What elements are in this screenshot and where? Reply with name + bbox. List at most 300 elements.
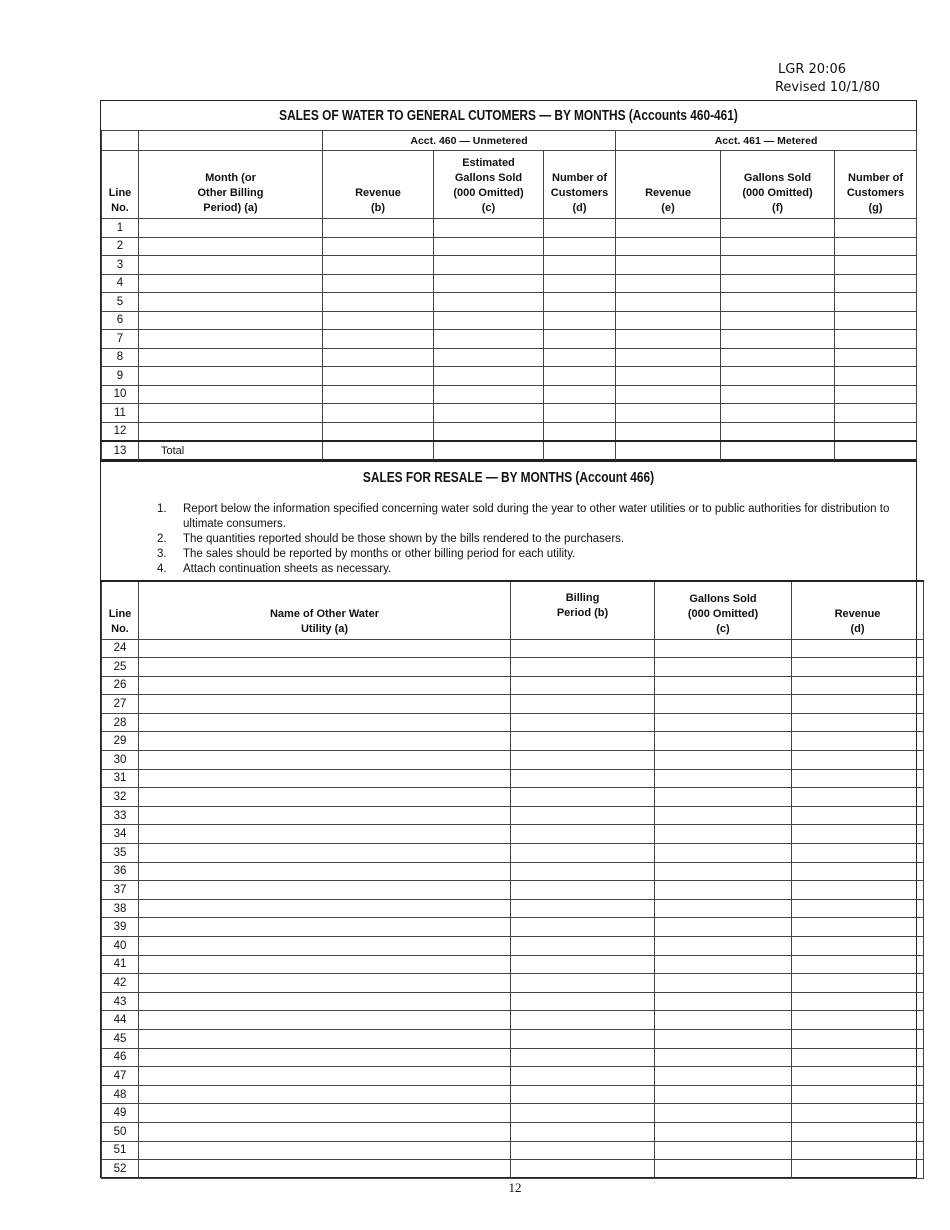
- entry-cell[interactable]: [544, 219, 616, 238]
- entry-cell[interactable]: [139, 658, 511, 677]
- entry-cell[interactable]: [616, 311, 721, 330]
- entry-cell[interactable]: [616, 219, 721, 238]
- entry-cell[interactable]: [139, 1104, 511, 1123]
- entry-cell[interactable]: [139, 732, 511, 751]
- entry-cell[interactable]: [616, 348, 721, 367]
- line-number: 42: [102, 974, 139, 993]
- entry-cell[interactable]: [139, 348, 323, 367]
- entry-cell[interactable]: [792, 881, 924, 900]
- entry-cell[interactable]: [721, 422, 835, 441]
- entry-cell[interactable]: [511, 825, 655, 844]
- entry-cell[interactable]: [544, 293, 616, 312]
- entry-cell[interactable]: [655, 1048, 792, 1067]
- entry-cell[interactable]: [721, 330, 835, 349]
- group-unmetered: Acct. 460 — Unmetered: [323, 131, 616, 151]
- table-row: [102, 732, 924, 751]
- entry-cell[interactable]: [511, 806, 655, 825]
- entry-cell[interactable]: [544, 237, 616, 256]
- entry-cell[interactable]: [655, 732, 792, 751]
- entry-cell[interactable]: [655, 639, 792, 658]
- entry-cell[interactable]: [434, 348, 544, 367]
- entry-cell[interactable]: [792, 658, 924, 677]
- entry-cell[interactable]: [511, 695, 655, 714]
- table-row: [102, 899, 924, 918]
- entry-cell[interactable]: [139, 713, 511, 732]
- line-number: 5: [102, 293, 139, 312]
- entry-cell[interactable]: [434, 385, 544, 404]
- entry-cell[interactable]: [434, 330, 544, 349]
- entry-cell[interactable]: [655, 1122, 792, 1141]
- entry-cell[interactable]: [792, 1104, 924, 1123]
- entry-cell[interactable]: [721, 293, 835, 312]
- line-number: 28: [102, 713, 139, 732]
- instruction-item: 2. The quantities reported should be those shown by the bills rendered to the purchasers.: [157, 533, 625, 545]
- entry-cell[interactable]: [323, 256, 434, 275]
- table-row: [102, 1048, 924, 1067]
- entry-cell[interactable]: [792, 751, 924, 770]
- line-number: 6: [102, 311, 139, 330]
- line-number: 8: [102, 348, 139, 367]
- entry-cell[interactable]: [655, 937, 792, 956]
- entry-cell[interactable]: [511, 1160, 655, 1179]
- entry-cell[interactable]: [792, 1048, 924, 1067]
- table-row: [102, 713, 924, 732]
- entry-cell[interactable]: [511, 862, 655, 881]
- entry-cell[interactable]: [835, 348, 917, 367]
- entry-cell[interactable]: [139, 974, 511, 993]
- entry-cell[interactable]: [655, 862, 792, 881]
- entry-cell[interactable]: [511, 1122, 655, 1141]
- line-number: 45: [102, 1029, 139, 1048]
- entry-cell[interactable]: [655, 1104, 792, 1123]
- line-number: 7: [102, 330, 139, 349]
- entry-cell[interactable]: [434, 367, 544, 386]
- entry-cell[interactable]: [139, 1141, 511, 1160]
- col-gallons-f: Gallons Sold (000 Omitted) (f): [721, 151, 835, 219]
- entry-cell[interactable]: [434, 422, 544, 441]
- entry-cell[interactable]: [616, 441, 721, 460]
- entry-cell[interactable]: [835, 385, 917, 404]
- table-row: [102, 992, 924, 1011]
- entry-cell[interactable]: [139, 367, 323, 386]
- line-number: 37: [102, 881, 139, 900]
- entry-cell[interactable]: [434, 237, 544, 256]
- line-number: 41: [102, 955, 139, 974]
- line-number: 44: [102, 1011, 139, 1030]
- line-number: 46: [102, 1048, 139, 1067]
- entry-cell[interactable]: [616, 367, 721, 386]
- entry-cell[interactable]: [655, 955, 792, 974]
- table-row: [102, 937, 924, 956]
- entry-cell[interactable]: [544, 330, 616, 349]
- entry-cell[interactable]: [544, 422, 616, 441]
- entry-cell[interactable]: [835, 367, 917, 386]
- entry-cell[interactable]: [616, 404, 721, 423]
- entry-cell[interactable]: [139, 422, 323, 441]
- resale-section: [100, 460, 917, 1178]
- table-row: [102, 237, 917, 256]
- table-row: [102, 293, 917, 312]
- line-number: 4: [102, 274, 139, 293]
- table-row: [102, 844, 924, 863]
- entry-cell[interactable]: [323, 330, 434, 349]
- group-metered: Acct. 461 — Metered: [616, 131, 917, 151]
- entry-cell[interactable]: [835, 256, 917, 275]
- entry-cell[interactable]: [323, 348, 434, 367]
- entry-cell[interactable]: [655, 751, 792, 770]
- entry-cell[interactable]: [792, 1029, 924, 1048]
- line-number: 34: [102, 825, 139, 844]
- entry-cell[interactable]: [655, 881, 792, 900]
- entry-cell[interactable]: [792, 844, 924, 863]
- entry-cell[interactable]: [511, 955, 655, 974]
- entry-cell[interactable]: [792, 639, 924, 658]
- line-number: 38: [102, 899, 139, 918]
- entry-cell[interactable]: [323, 274, 434, 293]
- line-number: 2: [102, 237, 139, 256]
- entry-cell[interactable]: [655, 658, 792, 677]
- entry-cell[interactable]: [721, 385, 835, 404]
- line-number: 43: [102, 992, 139, 1011]
- table-row: [102, 256, 917, 275]
- entry-cell[interactable]: [434, 219, 544, 238]
- revised-date: Revised 10/1/80: [774, 80, 880, 95]
- entry-cell[interactable]: [792, 1141, 924, 1160]
- line-number: 9: [102, 367, 139, 386]
- entry-cell[interactable]: [511, 639, 655, 658]
- entry-cell[interactable]: [792, 1011, 924, 1030]
- entry-cell[interactable]: [792, 974, 924, 993]
- table-row: [102, 219, 917, 238]
- entry-cell[interactable]: [511, 713, 655, 732]
- entry-cell[interactable]: [655, 1067, 792, 1086]
- entry-cell[interactable]: [139, 219, 323, 238]
- entry-cell[interactable]: [139, 1011, 511, 1030]
- entry-cell[interactable]: [655, 899, 792, 918]
- entry-cell[interactable]: [655, 992, 792, 1011]
- table-row: [102, 441, 917, 460]
- entry-cell[interactable]: [139, 788, 511, 807]
- entry-cell[interactable]: [139, 881, 511, 900]
- entry-cell[interactable]: [655, 676, 792, 695]
- entry-cell[interactable]: [139, 844, 511, 863]
- entry-cell[interactable]: [511, 769, 655, 788]
- line-number: 3: [102, 256, 139, 275]
- entry-cell[interactable]: [655, 695, 792, 714]
- entry-cell[interactable]: [139, 1160, 511, 1179]
- col-line-no: Line No.: [102, 151, 139, 219]
- entry-cell[interactable]: [139, 937, 511, 956]
- entry-cell[interactable]: [139, 404, 323, 423]
- line-number: 29: [102, 732, 139, 751]
- entry-cell[interactable]: [655, 974, 792, 993]
- table-row: [102, 806, 924, 825]
- entry-cell[interactable]: [511, 899, 655, 918]
- instructions: [157, 502, 897, 577]
- general-sales-table: [101, 130, 917, 461]
- line-number: 48: [102, 1085, 139, 1104]
- entry-cell[interactable]: [139, 639, 511, 658]
- line-number: 25: [102, 658, 139, 677]
- entry-cell[interactable]: [721, 274, 835, 293]
- entry-cell[interactable]: [835, 219, 917, 238]
- table-row: [102, 1067, 924, 1086]
- general-sales-section: [100, 100, 917, 460]
- entry-cell[interactable]: [792, 769, 924, 788]
- entry-cell[interactable]: [655, 1160, 792, 1179]
- entry-cell[interactable]: [792, 918, 924, 937]
- entry-cell[interactable]: [792, 955, 924, 974]
- entry-cell[interactable]: [511, 1067, 655, 1086]
- entry-cell[interactable]: [323, 219, 434, 238]
- entry-cell[interactable]: [792, 695, 924, 714]
- table-row: [102, 330, 917, 349]
- col-gallons-sold: Gallons Sold (000 Omitted) (c): [655, 581, 792, 639]
- entry-cell[interactable]: [511, 1085, 655, 1104]
- entry-cell[interactable]: [616, 237, 721, 256]
- col-customers-g: Number of Customers (g): [835, 151, 917, 219]
- entry-cell[interactable]: [835, 311, 917, 330]
- entry-cell[interactable]: [792, 1160, 924, 1179]
- entry-cell[interactable]: [434, 274, 544, 293]
- entry-cell[interactable]: [655, 1029, 792, 1048]
- table-row: [102, 658, 924, 677]
- entry-cell[interactable]: [139, 274, 323, 293]
- col-line-no-2: Line No.: [102, 581, 139, 639]
- entry-cell[interactable]: [792, 676, 924, 695]
- entry-cell[interactable]: [511, 658, 655, 677]
- entry-cell[interactable]: [721, 219, 835, 238]
- col-est-gallons-c: Estimated Gallons Sold (000 Omitted) (c): [434, 151, 544, 219]
- entry-cell[interactable]: [511, 992, 655, 1011]
- entry-cell[interactable]: [792, 1067, 924, 1086]
- table-row: [102, 769, 924, 788]
- entry-cell[interactable]: [139, 862, 511, 881]
- entry-cell[interactable]: [323, 422, 434, 441]
- entry-cell[interactable]: [544, 256, 616, 275]
- entry-cell[interactable]: [792, 899, 924, 918]
- line-number: 52: [102, 1160, 139, 1179]
- entry-cell[interactable]: [835, 422, 917, 441]
- entry-cell[interactable]: [655, 825, 792, 844]
- entry-cell[interactable]: [139, 806, 511, 825]
- line-number: 1: [102, 219, 139, 238]
- table-row: [102, 1141, 924, 1160]
- entry-cell[interactable]: [323, 311, 434, 330]
- entry-cell[interactable]: [835, 404, 917, 423]
- table-row: [102, 311, 917, 330]
- entry-cell[interactable]: [792, 862, 924, 881]
- entry-cell[interactable]: [323, 293, 434, 312]
- col-revenue-b: Revenue (b): [323, 151, 434, 219]
- entry-cell[interactable]: [835, 274, 917, 293]
- entry-cell[interactable]: [139, 1067, 511, 1086]
- entry-cell[interactable]: [544, 385, 616, 404]
- entry-cell[interactable]: [544, 367, 616, 386]
- line-number: 39: [102, 918, 139, 937]
- entry-cell[interactable]: [511, 1048, 655, 1067]
- table-row: [102, 862, 924, 881]
- entry-cell[interactable]: [323, 385, 434, 404]
- entry-cell[interactable]: [511, 937, 655, 956]
- entry-cell[interactable]: [139, 385, 323, 404]
- entry-cell[interactable]: [835, 441, 917, 460]
- entry-cell[interactable]: [511, 732, 655, 751]
- entry-cell[interactable]: [721, 348, 835, 367]
- entry-cell[interactable]: [792, 1085, 924, 1104]
- form-code: LGR 20:06: [778, 62, 846, 77]
- entry-cell[interactable]: [139, 899, 511, 918]
- entry-cell[interactable]: [511, 1011, 655, 1030]
- entry-cell[interactable]: [323, 441, 434, 460]
- entry-cell[interactable]: [139, 825, 511, 844]
- entry-cell[interactable]: [616, 274, 721, 293]
- entry-cell[interactable]: [655, 1141, 792, 1160]
- line-number: 10: [102, 385, 139, 404]
- entry-cell[interactable]: [721, 256, 835, 275]
- entry-cell[interactable]: [616, 256, 721, 275]
- table-row: [102, 422, 917, 441]
- table-row: [102, 751, 924, 770]
- entry-cell[interactable]: [792, 806, 924, 825]
- entry-cell[interactable]: [792, 788, 924, 807]
- line-number: 13: [102, 441, 139, 460]
- entry-cell[interactable]: [511, 1141, 655, 1160]
- entry-cell[interactable]: [511, 676, 655, 695]
- table-row: [102, 274, 917, 293]
- entry-cell[interactable]: [655, 713, 792, 732]
- entry-cell[interactable]: [655, 1085, 792, 1104]
- entry-cell[interactable]: [511, 918, 655, 937]
- table-row: [102, 1160, 924, 1179]
- entry-cell[interactable]: [721, 367, 835, 386]
- table-row: [102, 676, 924, 695]
- entry-cell[interactable]: [721, 404, 835, 423]
- line-number: 47: [102, 1067, 139, 1086]
- line-number: 24: [102, 639, 139, 658]
- entry-cell[interactable]: [434, 441, 544, 460]
- entry-cell[interactable]: [139, 237, 323, 256]
- table-row: [102, 348, 917, 367]
- instruction-item: 3. The sales should be reported by months or other billing period for each utility.: [157, 548, 576, 560]
- entry-cell[interactable]: [655, 788, 792, 807]
- entry-cell[interactable]: [792, 1122, 924, 1141]
- entry-cell[interactable]: [434, 256, 544, 275]
- entry-cell[interactable]: [616, 422, 721, 441]
- line-number: 40: [102, 937, 139, 956]
- entry-cell[interactable]: [323, 237, 434, 256]
- entry-cell[interactable]: [544, 404, 616, 423]
- line-number: 35: [102, 844, 139, 863]
- line-number: 49: [102, 1104, 139, 1123]
- entry-cell[interactable]: [139, 1029, 511, 1048]
- entry-cell[interactable]: [544, 274, 616, 293]
- entry-cell[interactable]: [139, 311, 323, 330]
- entry-cell[interactable]: [139, 1085, 511, 1104]
- entry-cell[interactable]: [323, 367, 434, 386]
- entry-cell[interactable]: [616, 330, 721, 349]
- entry-cell[interactable]: [616, 293, 721, 312]
- entry-cell[interactable]: [792, 825, 924, 844]
- table-row: [102, 825, 924, 844]
- entry-cell[interactable]: [835, 293, 917, 312]
- entry-cell[interactable]: [655, 844, 792, 863]
- entry-cell[interactable]: [511, 844, 655, 863]
- entry-cell[interactable]: [721, 237, 835, 256]
- table-row: [102, 881, 924, 900]
- col-revenue-e: Revenue (e): [616, 151, 721, 219]
- line-number: 11: [102, 404, 139, 423]
- entry-cell[interactable]: [792, 732, 924, 751]
- col-billing-period: Billing Period (b): [511, 581, 655, 639]
- entry-cell[interactable]: [721, 441, 835, 460]
- entry-cell[interactable]: [139, 676, 511, 695]
- entry-cell[interactable]: [139, 293, 323, 312]
- entry-cell[interactable]: [139, 769, 511, 788]
- entry-cell[interactable]: [721, 311, 835, 330]
- table-row: [102, 974, 924, 993]
- line-number: 32: [102, 788, 139, 807]
- entry-cell[interactable]: [792, 992, 924, 1011]
- entry-cell[interactable]: [655, 806, 792, 825]
- entry-cell[interactable]: [511, 881, 655, 900]
- entry-cell[interactable]: [655, 769, 792, 788]
- entry-cell[interactable]: [511, 751, 655, 770]
- table-row: [102, 1029, 924, 1048]
- table-row: [102, 918, 924, 937]
- entry-cell[interactable]: [139, 695, 511, 714]
- entry-cell[interactable]: [139, 1122, 511, 1141]
- line-number: 36: [102, 862, 139, 881]
- entry-cell[interactable]: [434, 293, 544, 312]
- entry-cell[interactable]: [511, 1029, 655, 1048]
- entry-cell[interactable]: [139, 751, 511, 770]
- entry-cell[interactable]: [323, 404, 434, 423]
- entry-cell[interactable]: [792, 937, 924, 956]
- entry-cell[interactable]: [511, 974, 655, 993]
- entry-cell[interactable]: [835, 330, 917, 349]
- table-row: [102, 1085, 924, 1104]
- line-number: 30: [102, 751, 139, 770]
- entry-cell[interactable]: [139, 330, 323, 349]
- entry-cell[interactable]: [835, 237, 917, 256]
- page-number: 12: [508, 1180, 522, 1195]
- table-row: [102, 1011, 924, 1030]
- entry-cell[interactable]: [434, 404, 544, 423]
- entry-cell[interactable]: [139, 256, 323, 275]
- entry-cell[interactable]: [544, 348, 616, 367]
- entry-cell[interactable]: [139, 955, 511, 974]
- entry-cell[interactable]: [139, 1048, 511, 1067]
- entry-cell[interactable]: [511, 788, 655, 807]
- entry-cell[interactable]: [655, 918, 792, 937]
- entry-cell[interactable]: [544, 441, 616, 460]
- col-utility-name: Name of Other Water Utility (a): [139, 581, 511, 639]
- entry-cell[interactable]: [616, 385, 721, 404]
- col-month: Month (or Other Billing Period) (a): [139, 151, 323, 219]
- table-row: [102, 404, 917, 423]
- table-row: [102, 639, 924, 658]
- entry-cell[interactable]: [434, 311, 544, 330]
- entry-cell[interactable]: [139, 992, 511, 1011]
- entry-cell[interactable]: [511, 1104, 655, 1123]
- table-row: [102, 385, 917, 404]
- entry-cell[interactable]: [792, 713, 924, 732]
- entry-cell[interactable]: [139, 918, 511, 937]
- entry-cell[interactable]: [655, 1011, 792, 1030]
- entry-cell[interactable]: [544, 311, 616, 330]
- resale-table: [101, 580, 924, 1179]
